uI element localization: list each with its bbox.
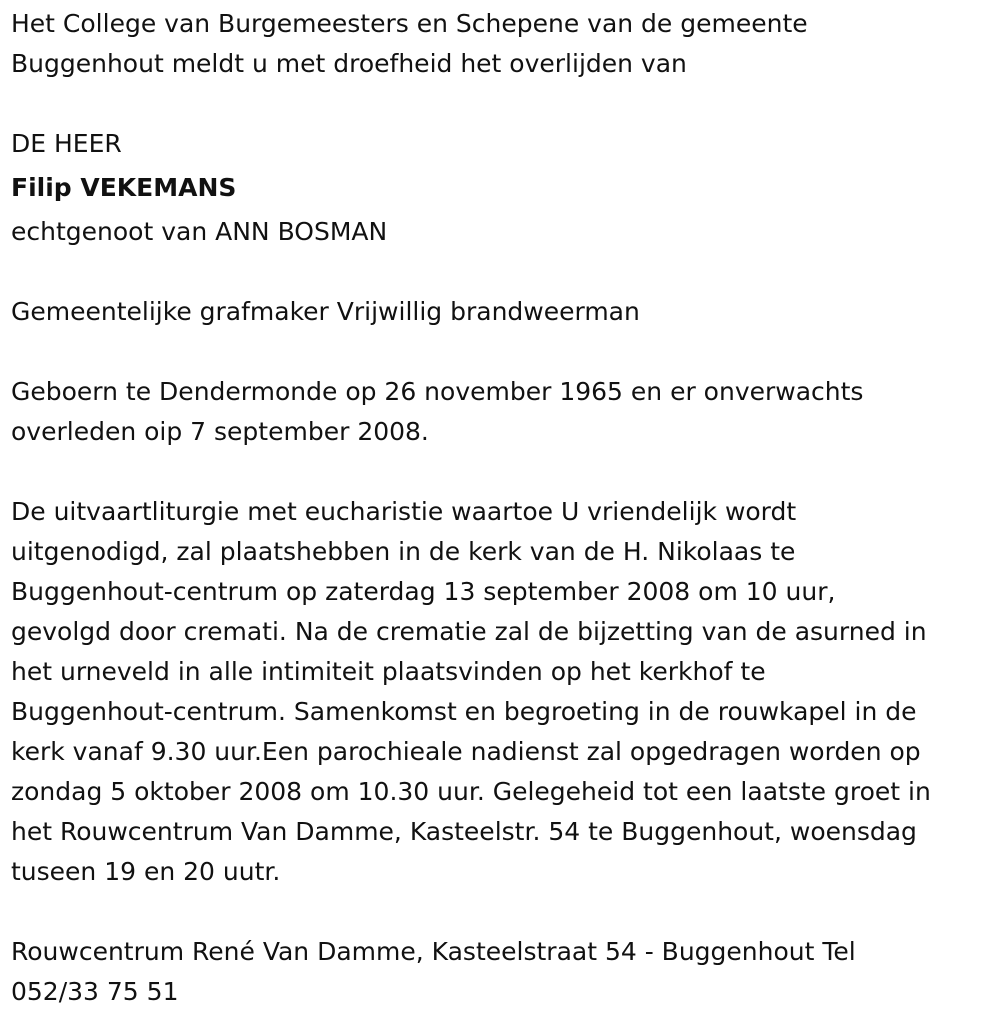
intro-line-2: Buggenhout meldt u met droefheid het overlijden van (11, 49, 687, 78)
ceremony-line: het urneveld in alle intimiteit plaatsvinden op het kerkhof te (11, 657, 766, 686)
spacer (11, 452, 996, 492)
ceremony-line: De uitvaartliturgie met eucharistie waartoe U vriendelijk wordt (11, 497, 797, 526)
birth-death-line-1: Geboern te Dendermonde op 26 november 1965 en er onverwachts (11, 377, 864, 406)
occupation-line: Gemeentelijke grafmaker Vrijwillig brandweerman (11, 297, 640, 326)
ceremony-line: het Rouwcentrum Van Damme, Kasteelstr. 54 te Buggenhout, woensdag (11, 817, 917, 846)
funeral-home-line-1: Rouwcentrum René Van Damme, Kasteelstraat 54 - Buggenhout Tel (11, 937, 856, 966)
funeral-home-line-2: 052/33 75 51 (11, 977, 179, 1006)
birth-death-line-2: overleden oip 7 september 2008. (11, 417, 429, 446)
intro-line-1: Het College van Burgemeesters en Schepene van de gemeente (11, 9, 808, 38)
ceremony-line: Buggenhout-centrum. Samenkomst en begroeting in de rouwkapel in de (11, 697, 917, 726)
ceremony-line: uitgenodigd, zal plaatshebben in de kerk van de H. Nikolaas te (11, 537, 796, 566)
ceremony-line: Buggenhout-centrum op zaterdag 13 september 2008 om 10 uur, (11, 577, 836, 606)
spacer (11, 252, 996, 292)
salutation: DE HEER (11, 129, 122, 158)
spacer (11, 892, 996, 932)
deceased-name: Filip VEKEMANS (11, 173, 237, 202)
ceremony-line: kerk vanaf 9.30 uur.Een parochieale nadienst zal opgedragen worden op (11, 737, 921, 766)
ceremony-line: zondag 5 oktober 2008 om 10.30 uur. Gelegeheid tot een laatste groet in (11, 777, 931, 806)
spacer (11, 84, 996, 124)
ceremony-line: gevolgd door cremati. Na de crematie zal de bijzetting van de asurned in (11, 617, 927, 646)
spacer (11, 332, 996, 372)
ceremony-line: tuseen 19 en 20 uutr. (11, 857, 281, 886)
spouse-line: echtgenoot van ANN BOSMAN (11, 217, 388, 246)
obituary-notice (11, 4, 996, 1012)
